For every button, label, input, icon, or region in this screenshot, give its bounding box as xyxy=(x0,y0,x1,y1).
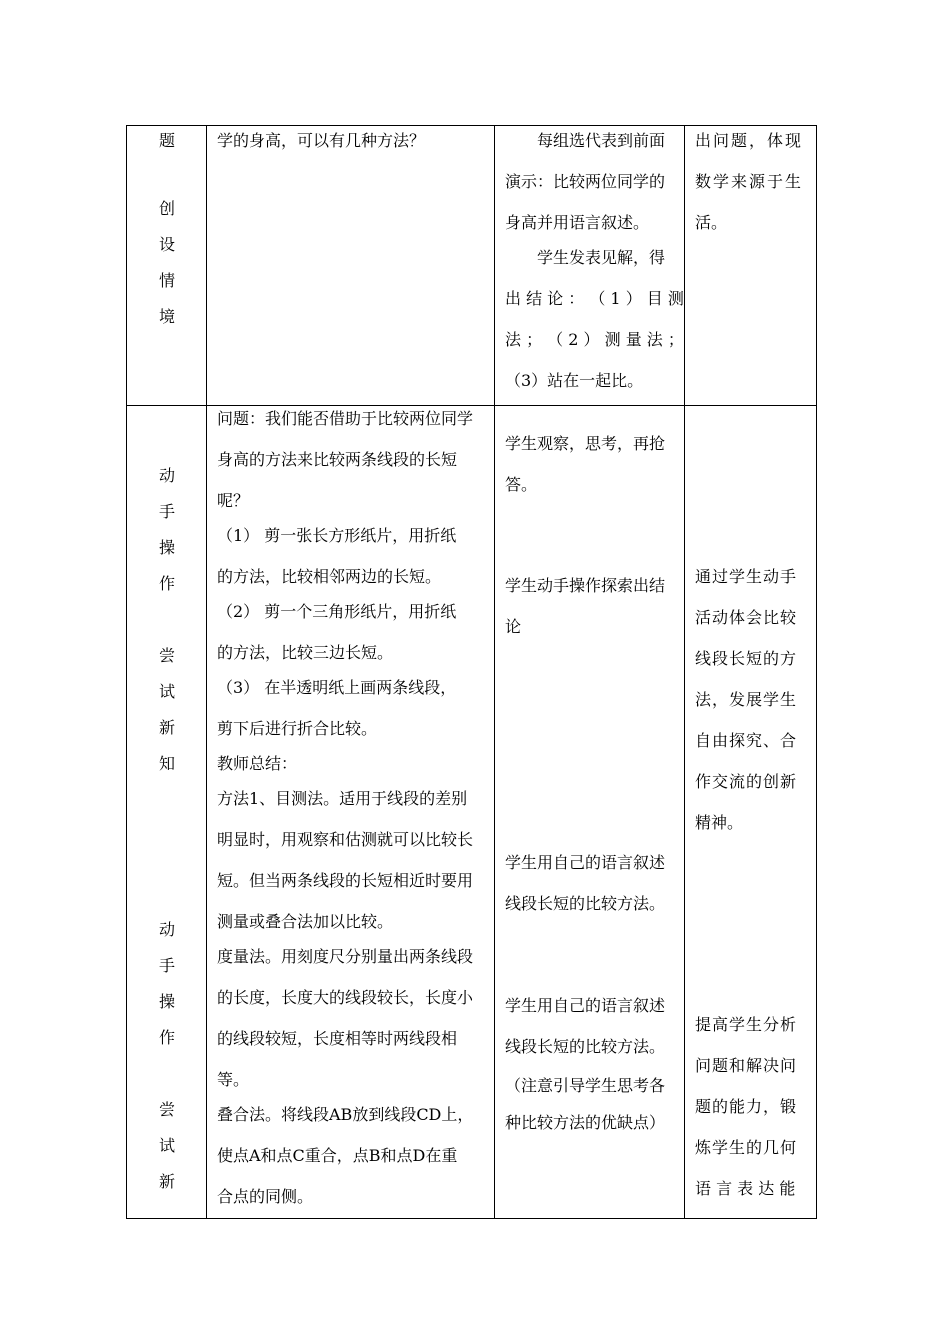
activity-cell xyxy=(207,406,495,1219)
activity-line: 剪下后进行折合比较。 xyxy=(217,719,378,738)
activity-line: （2） 剪一个三角形纸片，用折纸 xyxy=(217,602,457,621)
activity-line: 使点A和点C重合，点B和点D在重 xyxy=(217,1146,458,1165)
activity-line: （1） 剪一张长方形纸片，用折纸 xyxy=(217,526,457,545)
student-line: （3）站在一起比。 xyxy=(505,371,644,390)
student-line: 线段长短的比较方法。 xyxy=(505,1037,666,1056)
intent-line: 作交流的创新 xyxy=(695,772,798,791)
stage-char: 动 xyxy=(158,466,175,485)
stage-char: 尝 xyxy=(158,1100,175,1119)
stage-char: 设 xyxy=(158,235,175,254)
activity-line: 合点的同侧。 xyxy=(217,1187,314,1206)
activity-line: （3） 在半透明纸上画两条线段， xyxy=(217,678,457,697)
stage-char: 新 xyxy=(158,718,175,737)
student-line: 论 xyxy=(505,617,522,636)
student-line: 身高并用语言叙述。 xyxy=(505,213,650,232)
stage-char: 操 xyxy=(158,538,175,557)
stage-char: 创 xyxy=(158,199,175,218)
lesson-plan-table xyxy=(126,125,817,1219)
student-line: （注意引导学生思考各 xyxy=(505,1076,666,1095)
student-cell xyxy=(495,126,685,406)
activity-line: 方法1、目测法。适用于线段的差别 xyxy=(217,789,468,808)
student-line: 出 结 论 ： （ 1 ） 目 测 xyxy=(505,289,684,308)
stage-char: 试 xyxy=(158,1136,175,1155)
intent-line: 通过学生动手 xyxy=(695,567,798,586)
activity-line: 学的身高，可以有几种方法？ xyxy=(217,131,426,150)
stage-char: 操 xyxy=(158,992,175,1011)
activity-line: 明显时，用观察和估测就可以比较长 xyxy=(217,830,474,849)
intent-line: 活动体会比较 xyxy=(695,608,798,627)
activity-cell xyxy=(207,126,495,406)
stage-char: 手 xyxy=(158,502,175,521)
intent-cell xyxy=(685,406,817,1219)
activity-line: 的方法，比较三边长短。 xyxy=(217,643,394,662)
table-row xyxy=(127,126,817,406)
intent-line: 提高学生分析 xyxy=(695,1015,798,1034)
stage-cell xyxy=(127,126,207,406)
stage-char: 试 xyxy=(158,682,175,701)
activity-line: 的线段较短，长度相等时两线段相 xyxy=(217,1029,458,1048)
student-line: 种比较方法的优缺点） xyxy=(505,1113,666,1132)
stage-char: 作 xyxy=(158,574,175,593)
activity-line: 叠合法。将线段AB放到线段CD上， xyxy=(217,1105,474,1124)
intent-line: 炼学生的几何 xyxy=(695,1138,798,1157)
intent-line: 题的能力，锻 xyxy=(695,1097,798,1116)
stage-char: 题 xyxy=(158,131,175,150)
intent-line: 语 言 表 达 能 xyxy=(695,1179,796,1198)
student-line: 学生发表见解，得 xyxy=(537,248,666,267)
activity-line: 测量或叠合法加以比较。 xyxy=(217,912,394,931)
table-row xyxy=(127,406,817,1219)
student-line: 线段长短的比较方法。 xyxy=(505,894,666,913)
student-line: 演示：比较两位同学的 xyxy=(505,172,666,191)
activity-line: 等。 xyxy=(217,1070,250,1089)
student-line: 学生观察，思考，再抢 xyxy=(505,434,666,453)
intent-line: 自由探究、合 xyxy=(695,731,798,750)
stage-char: 情 xyxy=(158,271,175,290)
stage-char: 尝 xyxy=(158,646,175,665)
stage-cell xyxy=(127,406,207,1219)
activity-line: 的长度，长度大的线段较长，长度小 xyxy=(217,988,474,1007)
activity-line: 问题：我们能否借助于比较两位同学 xyxy=(217,409,474,428)
student-line: 答。 xyxy=(505,475,538,494)
student-line: 法 ； （ 2 ） 测 量 法 ； xyxy=(505,330,684,349)
stage-char: 知 xyxy=(158,754,175,773)
intent-cell xyxy=(685,126,817,406)
stage-char: 新 xyxy=(158,1172,175,1191)
intent-line: 出问题，体现 xyxy=(695,131,804,150)
student-line: 学生用自己的语言叙述 xyxy=(505,996,666,1015)
activity-line: 度量法。用刻度尺分别量出两条线段 xyxy=(217,947,474,966)
intent-line: 问题和解决问 xyxy=(695,1056,798,1075)
intent-line: 活。 xyxy=(695,213,728,232)
intent-line: 数学来源于生 xyxy=(695,172,804,191)
activity-line: 的方法，比较相邻两边的长短。 xyxy=(217,567,442,586)
activity-line: 呢？ xyxy=(217,491,250,510)
activity-line: 身高的方法来比较两条线段的长短 xyxy=(217,450,458,469)
student-line: 学生动手操作探索出结 xyxy=(505,576,666,595)
student-line: 每组选代表到前面 xyxy=(537,131,666,150)
intent-line: 法，发展学生 xyxy=(695,690,798,709)
activity-line: 教师总结： xyxy=(217,754,298,773)
stage-char: 动 xyxy=(158,920,175,939)
stage-char: 作 xyxy=(158,1028,175,1047)
intent-line: 线段长短的方 xyxy=(695,649,798,668)
student-line: 学生用自己的语言叙述 xyxy=(505,853,666,872)
activity-line: 短。但当两条线段的长短相近时要用 xyxy=(217,871,474,890)
stage-char: 手 xyxy=(158,956,175,975)
intent-line: 精神。 xyxy=(695,813,744,832)
student-cell xyxy=(495,406,685,1219)
stage-char: 境 xyxy=(158,307,175,326)
